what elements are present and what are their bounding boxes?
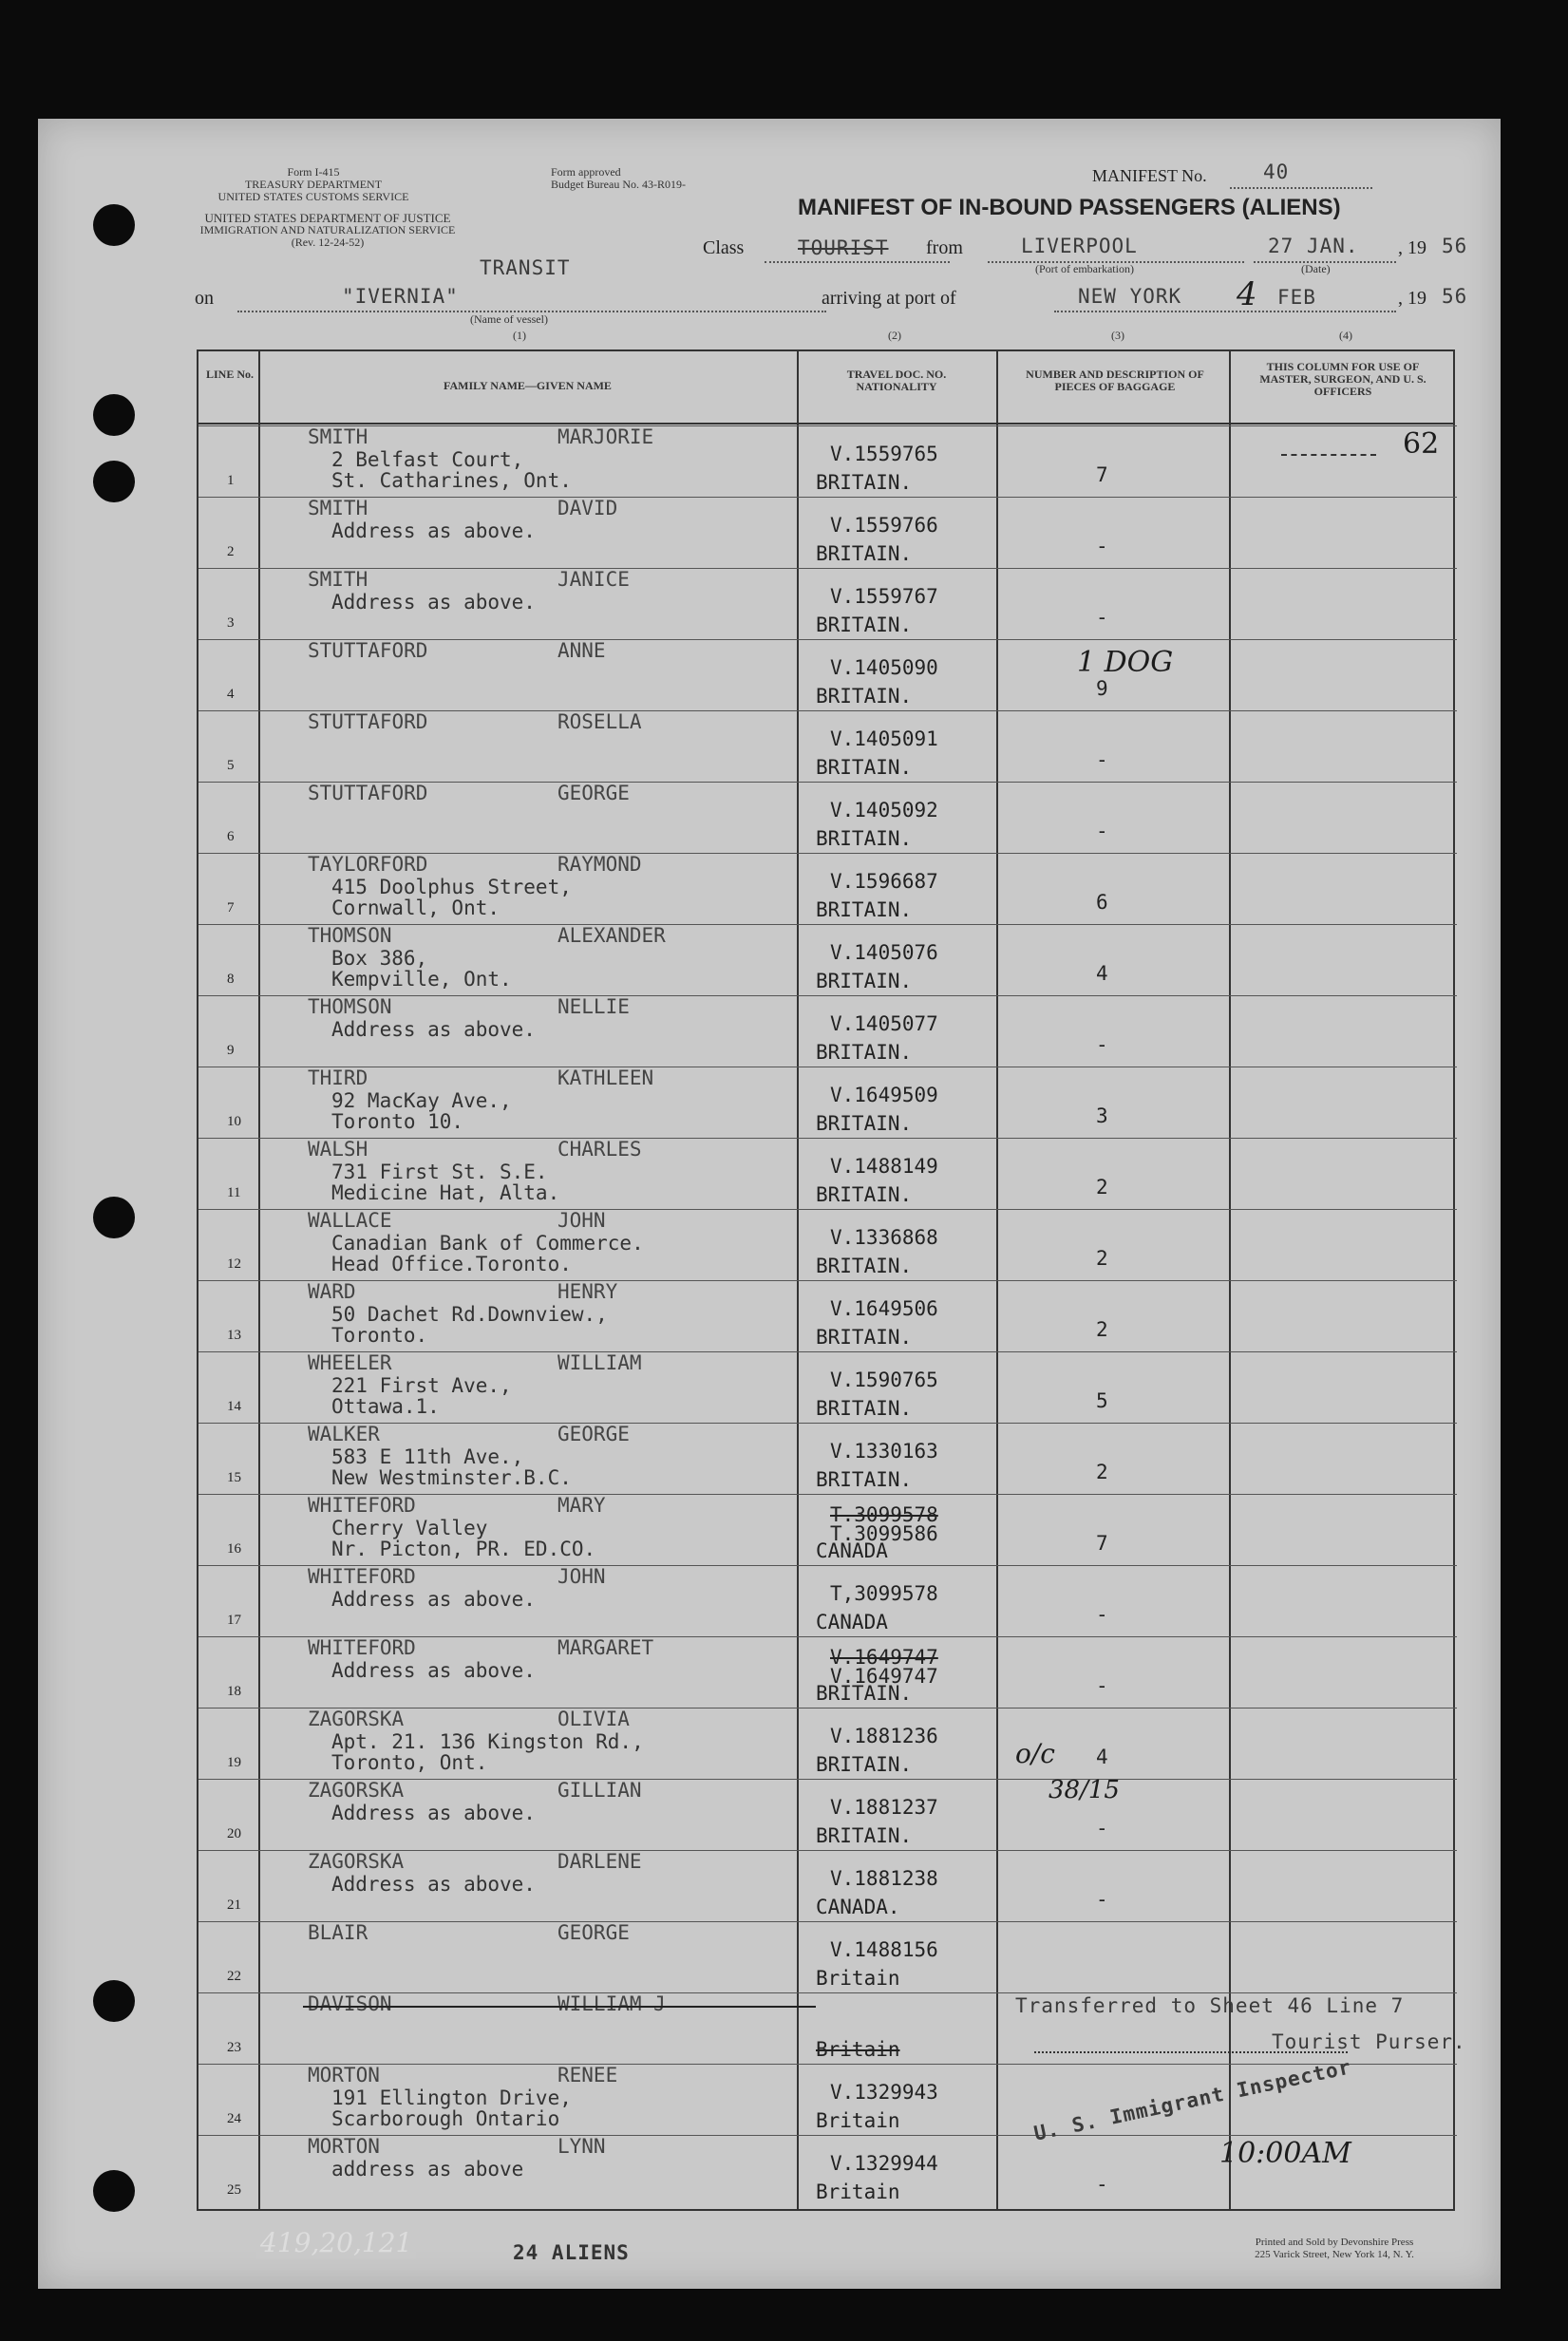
address-line: Medicine Hat, Alta.	[331, 1181, 560, 1204]
travel-doc-number: V.1649747	[830, 1665, 938, 1688]
family-name: THOMSON	[308, 995, 392, 1018]
nationality: BRITAIN.	[816, 1183, 913, 1206]
baggage-count: -	[1096, 1817, 1108, 1840]
binder-hole	[93, 1197, 135, 1238]
address-line: Address as above.	[331, 591, 536, 614]
travel-doc-number: V.1405090	[830, 656, 938, 679]
given-name: GILLIAN	[557, 1779, 642, 1802]
travel-doc-number: V.1329944	[830, 2152, 938, 2175]
col-number: (4)	[1339, 329, 1352, 342]
nationality: BRITAIN.	[816, 1824, 913, 1847]
footer-handwriting: 419,20,121	[256, 2227, 416, 2258]
baggage-count: -	[1096, 748, 1108, 771]
year1-prefix: , 19	[1398, 237, 1426, 258]
travel-doc-number: T,3099578	[830, 1582, 938, 1605]
line-number: 18	[227, 1684, 241, 1699]
given-name: JOHN	[557, 1565, 606, 1588]
travel-doc-number: V.1559765	[830, 443, 938, 465]
line-number: 6	[227, 829, 235, 844]
nationality: Britain	[816, 2109, 900, 2132]
table-row	[198, 497, 1457, 571]
table-row	[198, 1494, 1457, 1568]
baggage-count: -	[1096, 1033, 1108, 1056]
given-name: JOHN	[557, 1209, 606, 1232]
nationality: Britain	[816, 2038, 900, 2061]
line-number: 5	[227, 758, 235, 773]
baggage-count: 7	[1096, 1532, 1108, 1555]
line-number: 4	[227, 687, 235, 702]
nationality: BRITAIN.	[816, 970, 913, 992]
header-baggage: NUMBER AND DESCRIPTION OF PIECES OF BAGGAGE	[1026, 368, 1204, 393]
family-name: MORTON	[308, 2135, 380, 2158]
col-number: (3)	[1111, 329, 1124, 342]
header-line-no: LINE No.	[206, 368, 255, 381]
given-name: KATHLEEN	[557, 1067, 654, 1089]
table-row	[198, 853, 1457, 927]
family-name: STUTTAFORD	[308, 710, 428, 733]
nationality: BRITAIN.	[816, 1753, 913, 1776]
printer-line: 225 Varick Street, New York 14, N. Y.	[1255, 2249, 1414, 2260]
dept-line: UNITED STATES CUSTOMS SERVICE	[217, 190, 409, 203]
nationality: BRITAIN.	[816, 471, 913, 494]
class-value: TOURIST	[798, 236, 889, 259]
address-line: Address as above.	[331, 1018, 536, 1041]
manifest-label: MANIFEST No.	[1092, 166, 1207, 185]
manifest-number: 40	[1263, 160, 1290, 183]
address-line: 415 Doolphus Street,	[331, 876, 572, 898]
family-name: WALKER	[308, 1423, 380, 1445]
baggage-count: 6	[1096, 891, 1108, 914]
given-name: ALEXANDER	[557, 924, 666, 947]
binder-hole	[93, 2170, 135, 2212]
revision-date: (Rev. 12-24-52)	[291, 236, 365, 249]
line-number: 10	[227, 1114, 241, 1129]
col-number: (2)	[888, 329, 901, 342]
travel-doc-number: V.1559766	[830, 514, 938, 537]
arrival-day: 4	[1237, 275, 1257, 313]
travel-doc-number: T.3099586	[830, 1522, 938, 1545]
nationality: BRITAIN.	[816, 1682, 913, 1705]
given-name: RAYMOND	[557, 853, 642, 876]
family-name: WALSH	[308, 1138, 368, 1161]
travel-doc-number: V.1649506	[830, 1297, 938, 1320]
nationality: BRITAIN.	[816, 827, 913, 850]
line-number: 12	[227, 1256, 241, 1272]
family-name: THOMSON	[308, 924, 392, 947]
binder-hole	[93, 394, 135, 436]
table-row	[198, 1565, 1457, 1639]
given-name: MARJORIE	[557, 425, 654, 448]
nationality: BRITAIN.	[816, 1468, 913, 1491]
transferred-note: Transferred to Sheet 46 Line 7	[1015, 1994, 1405, 2017]
travel-doc-struck: V.1649747	[830, 1646, 938, 1669]
arrival-port: NEW YORK	[1078, 285, 1182, 308]
baggage-count: -	[1096, 820, 1108, 842]
table-row	[198, 639, 1457, 713]
table-row	[198, 1636, 1457, 1710]
family-name: ZAGORSKA	[308, 1779, 405, 1802]
nationality: BRITAIN.	[816, 1255, 913, 1277]
dept-line: UNITED STATES DEPARTMENT OF JUSTICE	[204, 211, 451, 225]
given-name: LYNN	[557, 2135, 606, 2158]
baggage-count: 2	[1096, 1247, 1108, 1270]
dog-note: 1 DOG	[1077, 646, 1174, 679]
nationality: BRITAIN.	[816, 542, 913, 565]
printer-note	[1192, 2237, 1477, 2261]
address-line: Toronto.	[331, 1324, 428, 1347]
embark-caption: (Port of embarkation)	[1035, 262, 1134, 275]
baggage-count: 4	[1096, 962, 1108, 985]
table-row	[198, 995, 1457, 1069]
family-name: WHITEFORD	[308, 1636, 416, 1659]
given-name: RENEE	[557, 2064, 618, 2086]
travel-doc-number: V.1405092	[830, 799, 938, 821]
header-officers: THIS COLUMN FOR USE OF MASTER, SURGEON, AND U. S. OFFICERS	[1259, 360, 1426, 398]
table-row	[198, 425, 1457, 500]
line-number: 17	[227, 1613, 241, 1628]
family-name: SMITH	[308, 497, 368, 519]
table-row	[198, 568, 1457, 642]
given-name: WILLIAM J	[557, 1992, 666, 2015]
class-label: Class	[703, 237, 745, 258]
family-name: WHITEFORD	[308, 1494, 416, 1517]
line-number: 7	[227, 900, 235, 916]
address-line: Address as above.	[331, 519, 536, 542]
baggage-count: 5	[1096, 1389, 1108, 1412]
nationality: CANADA	[816, 1611, 888, 1633]
baggage-count: 9	[1096, 677, 1108, 700]
passenger-table	[197, 349, 1466, 2211]
oc-note: o/c	[1015, 1738, 1055, 1769]
family-name: DAVISON	[308, 1992, 392, 2015]
table-row	[198, 1850, 1457, 1924]
baggage-count: -	[1096, 1674, 1108, 1697]
approved-line: Budget Bureau No. 43-R019-	[551, 178, 686, 191]
address-line: Toronto 10.	[331, 1110, 464, 1133]
baggage-count: 4	[1096, 1746, 1108, 1768]
line-number: 1	[227, 473, 235, 488]
col-number: (1)	[513, 329, 526, 342]
line-number: 15	[227, 1470, 241, 1485]
family-name: ZAGORSKA	[308, 1850, 405, 1873]
family-name: ZAGORSKA	[308, 1708, 405, 1730]
travel-doc-number: V.1330163	[830, 1440, 938, 1463]
table-row	[198, 1423, 1457, 1497]
address-line: Box 386,	[331, 947, 428, 970]
line-number: 22	[227, 1969, 241, 1984]
family-name: WARD	[308, 1280, 356, 1303]
travel-doc-number: V.1405076	[830, 941, 938, 964]
table-row	[198, 1067, 1457, 1141]
family-name: THIRD	[308, 1067, 368, 1089]
address-line: Address as above.	[331, 1588, 536, 1611]
address-line: Address as above.	[331, 1659, 536, 1682]
line-number: 3	[227, 615, 235, 631]
form-justice-block	[185, 212, 470, 249]
line-number: 24	[227, 2111, 241, 2126]
line-number: 13	[227, 1328, 241, 1343]
nationality: CANADA	[816, 1539, 888, 1562]
vessel-name: "IVERNIA"	[342, 285, 459, 308]
given-name: HENRY	[557, 1280, 618, 1303]
address-line: Scarborough Ontario	[331, 2107, 560, 2130]
arrival-month: FEB	[1277, 286, 1316, 309]
travel-doc-number: V.1881238	[830, 1867, 938, 1890]
binder-hole	[93, 204, 135, 246]
line-number: 25	[227, 2182, 241, 2198]
printer-line: Printed and Sold by Devonshire Press	[1255, 2237, 1414, 2248]
baggage-count: 2	[1096, 1176, 1108, 1199]
vessel-caption: (Name of vessel)	[470, 312, 548, 326]
address-line: Address as above.	[331, 1873, 536, 1896]
travel-doc-number: V.1488156	[830, 1938, 938, 1961]
table-row	[198, 924, 1457, 998]
travel-doc-number: V.1559767	[830, 585, 938, 608]
date-caption: (Date)	[1301, 262, 1331, 275]
travel-doc-number: V.1590765	[830, 1369, 938, 1391]
address-line: Cherry Valley	[331, 1517, 488, 1539]
address-line: Nr. Picton, PR. ED.CO.	[331, 1538, 596, 1560]
from-value: LIVERPOOL	[1021, 235, 1138, 257]
table-row	[198, 1708, 1457, 1782]
line-number: 11	[227, 1185, 241, 1200]
travel-doc-number: V.1596687	[830, 870, 938, 893]
baggage-count: 2	[1096, 1318, 1108, 1341]
travel-doc-struck: T.3099578	[830, 1503, 938, 1526]
line-number: 14	[227, 1399, 241, 1414]
family-name: WHITEFORD	[308, 1565, 416, 1588]
given-name: ANNE	[557, 639, 606, 662]
page-title: MANIFEST OF IN-BOUND PASSENGERS (ALIENS)	[798, 195, 1341, 220]
address-line: 191 Ellington Drive,	[331, 2086, 572, 2109]
arriving-label: arriving at port of	[822, 288, 956, 309]
embark-day: 27 JAN.	[1268, 235, 1359, 257]
nationality: BRITAIN.	[816, 1112, 913, 1135]
table-row	[198, 1280, 1457, 1354]
binder-hole	[93, 461, 135, 502]
dept-line: IMMIGRATION AND NATURALIZATION SERVICE	[199, 223, 456, 236]
on-label: on	[195, 288, 214, 309]
address-line: Toronto, Ont.	[331, 1751, 488, 1774]
family-name: SMITH	[308, 425, 368, 448]
baggage-count: -	[1096, 535, 1108, 557]
address-line: Apt. 21. 136 Kingston Rd.,	[331, 1730, 644, 1753]
year1: 56	[1442, 235, 1468, 257]
approved-line: Form approved	[551, 165, 621, 179]
baggage-count: -	[1096, 1603, 1108, 1626]
family-name: STUTTAFORD	[308, 782, 428, 804]
address-line: 50 Dachet Rd.Downview.,	[331, 1303, 608, 1326]
baggage-count: -	[1096, 2173, 1108, 2196]
nationality: BRITAIN.	[816, 1326, 913, 1349]
nationality: BRITAIN.	[816, 685, 913, 708]
travel-doc-number: V.1488149	[830, 1155, 938, 1178]
nationality: BRITAIN.	[816, 898, 913, 921]
nationality: BRITAIN.	[816, 756, 913, 779]
baggage-count: -	[1096, 1888, 1108, 1911]
address-line: Head Office.Toronto.	[331, 1253, 572, 1275]
given-name: GEORGE	[557, 1921, 630, 1944]
baggage-count: 3	[1096, 1104, 1108, 1127]
line-number: 23	[227, 2040, 241, 2055]
officer-mark: 62	[1403, 427, 1440, 461]
line-number: 2	[227, 544, 235, 559]
travel-doc-number: V.1336868	[830, 1226, 938, 1249]
header-name: FAMILY NAME—GIVEN NAME	[444, 379, 612, 392]
given-name: NELLIE	[557, 995, 630, 1018]
table-row	[198, 782, 1457, 856]
nationality: BRITAIN.	[816, 614, 913, 636]
baggage-count: -	[1096, 606, 1108, 629]
travel-doc-number: V.1405091	[830, 727, 938, 750]
binder-hole	[93, 1980, 135, 2022]
given-name: GEORGE	[557, 1423, 630, 1445]
travel-doc-number: V.1881236	[830, 1725, 938, 1747]
given-name: CHARLES	[557, 1138, 642, 1161]
table-row	[198, 710, 1457, 784]
address-line: 221 First Ave.,	[331, 1374, 512, 1397]
from-label: from	[926, 237, 963, 258]
address-line: Kempville, Ont.	[331, 968, 512, 991]
family-name: MORTON	[308, 2064, 380, 2086]
aliens-count: 24 ALIENS	[513, 2241, 630, 2264]
given-name: DAVID	[557, 497, 618, 519]
form-dept-block	[185, 166, 442, 203]
given-name: GEORGE	[557, 782, 630, 804]
baggage-count: 7	[1096, 463, 1108, 486]
address-line: St. Catharines, Ont.	[331, 469, 572, 492]
address-line: address as above	[331, 2158, 524, 2181]
travel-doc-number: V.1649509	[830, 1084, 938, 1106]
line-number: 9	[227, 1043, 235, 1058]
family-name: STUTTAFORD	[308, 639, 428, 662]
address-line: Canadian Bank of Commerce.	[331, 1232, 644, 1255]
address-line: New Westminster.B.C.	[331, 1466, 572, 1489]
inspection-time: 10:00AM	[1219, 2137, 1351, 2170]
line-number: 19	[227, 1755, 241, 1770]
transit-label: TRANSIT	[480, 256, 571, 279]
dept-line: TREASURY DEPARTMENT	[244, 178, 383, 191]
given-name: MARGARET	[557, 1636, 654, 1659]
given-name: WILLIAM	[557, 1351, 642, 1374]
family-name: WALLACE	[308, 1209, 392, 1232]
inspector-label: U. S. Immigrant Inspector	[1031, 2055, 1354, 2145]
address-line: 731 First St. S.E.	[331, 1161, 548, 1183]
family-name: TAYLORFORD	[308, 853, 428, 876]
nationality: BRITAIN.	[816, 1397, 913, 1420]
form-number: Form I-415	[287, 165, 340, 179]
given-name: OLIVIA	[557, 1708, 630, 1730]
year2-prefix: , 19	[1398, 288, 1426, 309]
header-travel-doc: TRAVEL DOC. NO. NATIONALITY	[846, 368, 947, 393]
line-number: 21	[227, 1897, 241, 1913]
table-row	[198, 1209, 1457, 1283]
family-name: SMITH	[308, 568, 368, 591]
travel-doc-number: V.1405077	[830, 1012, 938, 1035]
year2: 56	[1442, 285, 1468, 308]
address-line: Ottawa.1.	[331, 1395, 440, 1418]
nationality: Britain	[816, 1967, 900, 1990]
travel-doc-number: V.1881237	[830, 1796, 938, 1819]
address-line: Address as above.	[331, 1802, 536, 1824]
baggage-count: 2	[1096, 1461, 1108, 1483]
given-name: ROSELLA	[557, 710, 642, 733]
line-number: 16	[227, 1541, 241, 1557]
given-name: JANICE	[557, 568, 630, 591]
nationality: CANADA.	[816, 1896, 900, 1918]
strike-line	[303, 2006, 816, 2008]
family-name: WHEELER	[308, 1351, 392, 1374]
table-row	[198, 1138, 1457, 1212]
family-name: BLAIR	[308, 1921, 368, 1944]
given-name: MARY	[557, 1494, 606, 1517]
form-approved-block	[551, 166, 686, 191]
address-line: 92 MacKay Ave.,	[331, 1089, 512, 1112]
fraction-note: 38/15	[1048, 1776, 1120, 1804]
address-line: 583 E 11th Ave.,	[331, 1445, 524, 1468]
table-row	[198, 1351, 1457, 1425]
line-number: 8	[227, 972, 235, 987]
address-line: 2 Belfast Court,	[331, 448, 524, 471]
nationality: Britain	[816, 2181, 900, 2203]
purser-label: Tourist Purser.	[1272, 2030, 1466, 2053]
address-line: Cornwall, Ont.	[331, 897, 501, 919]
table-row	[198, 1921, 1457, 1995]
given-name: DARLENE	[557, 1850, 642, 1873]
line-number: 20	[227, 1826, 241, 1841]
nationality: BRITAIN.	[816, 1041, 913, 1064]
table-row	[198, 1779, 1457, 1853]
travel-doc-number: V.1329943	[830, 2081, 938, 2104]
